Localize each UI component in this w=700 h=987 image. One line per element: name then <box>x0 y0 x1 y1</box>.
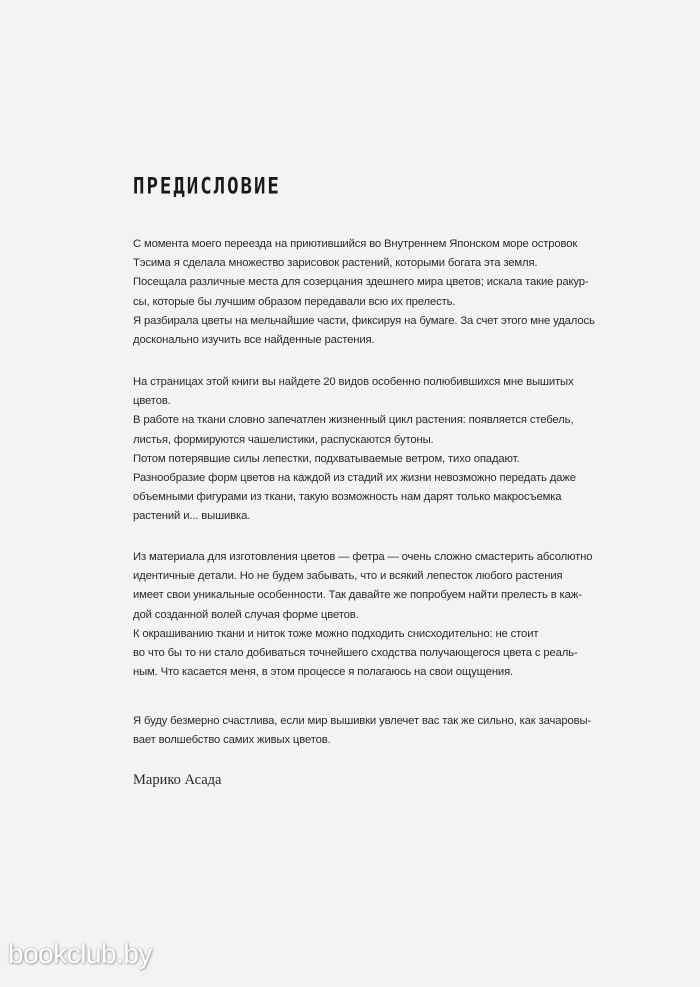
paragraph-3 <box>133 548 613 682</box>
text-line: растений и... вышивка. <box>133 510 251 523</box>
text-line: Разнообразие форм цветов на каждой из стадий их жизни невозможно передать даже <box>133 472 576 485</box>
text-line: С момента моего переезда на приютившийся во Внутреннем Японском море островок <box>133 238 578 250</box>
text-line: Из материала для изготовления цветов — фетра — очень сложно смастерить абсолютно <box>133 551 593 563</box>
page-title: ПРЕДИСЛОВИЕ <box>133 173 281 199</box>
paragraph-1 <box>133 235 613 350</box>
text-line: Я разбирала цветы на мельчайшие части, фиксируя на бумаге. За счет этого мне удалось <box>133 314 595 327</box>
text-line: идентичные детали. Но не будем забывать, что и всякий лепесток любого растения <box>133 570 563 583</box>
text-line: во что бы то ни стало добиваться точнейшего сходства получающегося цвета с реаль- <box>133 647 578 660</box>
text-line: Посещала различные места для созерцания здешнего мира цветов; искала такие ракур- <box>133 276 589 289</box>
text-line: ным. Что касается меня, в этом процессе я полагаюсь на свои ощущения. <box>133 666 514 679</box>
text-line: досконально изучить все найденные растения. <box>133 334 375 347</box>
paragraph-4 <box>133 712 613 750</box>
text-line: Потом потерявшие силы лепестки, подхватываемые ветром, тихо опадают. <box>133 452 520 465</box>
text-line: дой созданной волей случая форме цветов. <box>133 608 359 621</box>
text-line: На страницах этой книги вы найдете 20 видов особенно полюбившихся мне вышитых <box>133 376 574 388</box>
text-line: объемными фигурами из ткани, такую возможность нам дарят только макросъемка <box>133 491 562 504</box>
author-signature: Марико Асада <box>133 772 222 788</box>
text-line: вает волшебство самих живых цветов. <box>133 734 331 747</box>
text-line: К окрашиванию ткани и ниток тоже можно подходить снисходительно: не стоит <box>133 627 539 640</box>
text-line: листья, формируются чашелистики, распускаются бутоны. <box>133 433 434 446</box>
text-line: Я буду безмерно счастлива, если мир вышивки увлечет вас так же сильно, как зачаровы- <box>133 715 592 727</box>
text-line: Тэсима я сделала множество зарисовок растений, которыми богата эта земля. <box>133 257 538 270</box>
paragraph-2 <box>133 373 613 527</box>
text-line: имеет свои уникальные особенности. Так давайте же попробуем найти прелесть в каж- <box>133 589 582 602</box>
site-watermark: bookclub.by <box>8 938 152 969</box>
text-line: сы, которые бы лучшим образом передавали всю их прелесть. <box>133 295 456 308</box>
text-line: цветов. <box>133 395 171 408</box>
text-line: В работе на ткани словно запечатлен жизненный цикл растения: появляется стебель, <box>133 414 574 427</box>
